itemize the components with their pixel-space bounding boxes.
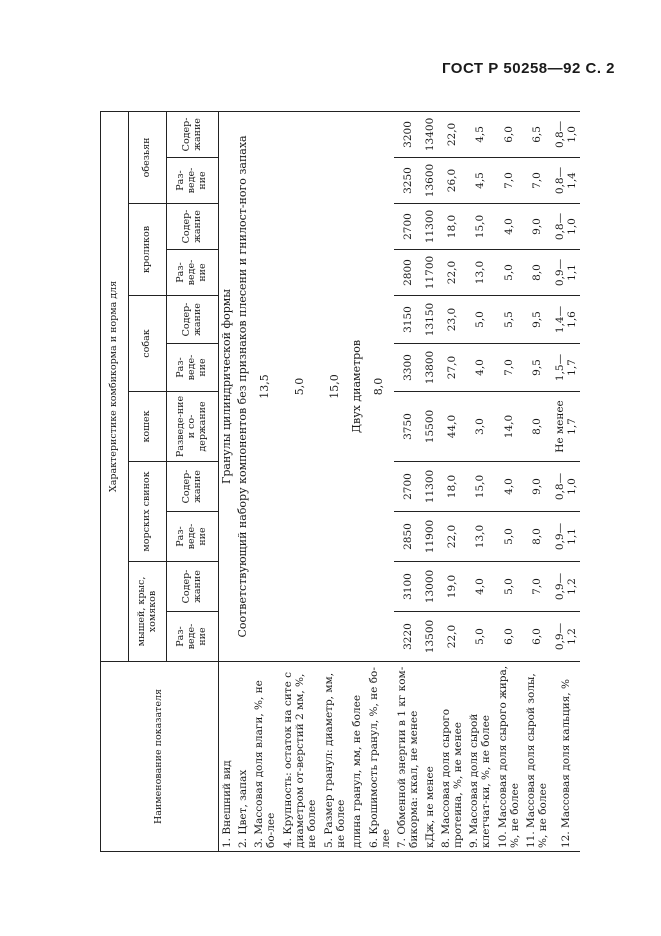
cell-value: 1,5—1,7: [551, 344, 580, 392]
cell-value: 11300: [422, 462, 437, 512]
cell-value: 3300: [394, 344, 422, 392]
cell-value: 13400: [422, 111, 437, 157]
cell-value: 2800: [394, 250, 422, 296]
cell-value: 2700: [394, 462, 422, 512]
animal-header: мышей, крыс, хомяков: [129, 562, 167, 662]
row-name: 7. Обменной энергии в 1 кг ком-бикорма: ккал, не менее: [394, 662, 422, 852]
row-span-value: Двух диаметров: [349, 111, 365, 661]
table-row: [523, 111, 551, 851]
cell-value: 23,0: [438, 296, 466, 344]
sub-header-content: Содер-жание: [167, 111, 219, 157]
animal-header: морских свинок: [129, 462, 167, 562]
cell-value: 26,0: [438, 158, 466, 204]
cell-value: 4,5: [466, 158, 494, 204]
cell-value: 13,0: [466, 512, 494, 562]
cell-value: 9,0: [523, 462, 551, 512]
cell-value: 7,0: [523, 562, 551, 612]
table-row: [321, 111, 349, 851]
cell-value: 5,0: [494, 250, 522, 296]
cell-value: 15500: [422, 392, 437, 462]
sub-header-dilution: Раз-веде-ние: [167, 250, 219, 296]
cell-value: 9,0: [523, 204, 551, 250]
row-span-value: 15,0: [321, 111, 349, 661]
col-name-header: Наименование показателя: [101, 662, 219, 852]
row-span-value: 13,5: [251, 111, 279, 661]
sub-header-dilution: Раз-веде-ние: [167, 158, 219, 204]
cell-value: 0,9—1,2: [551, 612, 580, 662]
cell-value: 6,0: [523, 612, 551, 662]
cell-value: 18,0: [438, 462, 466, 512]
col-group-header: Характеристике комбикорма и норма для: [101, 111, 129, 661]
table-row: [219, 111, 235, 851]
cell-value: 44,0: [438, 392, 466, 462]
cell-value: 11700: [422, 250, 437, 296]
row-span-value: 8,0: [365, 111, 393, 661]
animal-header: кроликов: [129, 204, 167, 296]
cell-value: 6,0: [494, 612, 522, 662]
cell-value: 3750: [394, 392, 422, 462]
cell-value: 15,0: [466, 462, 494, 512]
cell-value: 13150: [422, 296, 437, 344]
cell-value: 3250: [394, 158, 422, 204]
cell-value: 11300: [422, 204, 437, 250]
cell-value: 5,0: [494, 562, 522, 612]
sub-header-content: Содер-жание: [167, 204, 219, 250]
cell-value: 27,0: [438, 344, 466, 392]
table-row: [279, 111, 321, 851]
cell-value: 4,0: [466, 562, 494, 612]
cell-value: 22,0: [438, 512, 466, 562]
cell-value: 22,0: [438, 612, 466, 662]
cell-value: 5,5: [494, 296, 522, 344]
cell-value: 0,9—1,1: [551, 250, 580, 296]
cell-value: 15,0: [466, 204, 494, 250]
animal-header: обезьян: [129, 111, 167, 203]
animal-header: кошек: [129, 392, 167, 462]
row-name: 8. Массовая доля сырого протеина, %, не менее: [438, 662, 466, 852]
row-name: 5. Размер гранул: диаметр, мм, не более: [321, 662, 349, 852]
cell-value: 0,9—1,2: [551, 562, 580, 612]
cell-value: 2700: [394, 204, 422, 250]
cell-value: 5,0: [494, 512, 522, 562]
row-name: 11. Массовая доля сырой золы, %, не более: [523, 662, 551, 852]
cell-value: 3220: [394, 612, 422, 662]
cell-value: 3200: [394, 111, 422, 157]
sub-header-dilution: Раз-веде-ние: [167, 612, 219, 662]
cell-value: 1,4—1,6: [551, 296, 580, 344]
cell-value: 14,0: [494, 392, 522, 462]
cell-value: 4,0: [466, 344, 494, 392]
row-name: 1. Внешний вид: [219, 662, 235, 852]
table-row: [251, 111, 279, 851]
table-row: [349, 111, 365, 851]
cell-value: 7,0: [494, 158, 522, 204]
row-name: кДж, не менее: [422, 662, 437, 852]
sub-header-content: Содер-жание: [167, 562, 219, 612]
row-name: 3. Массовая доля влаги, %, не бо-лее: [251, 662, 279, 852]
animal-header: собак: [129, 296, 167, 392]
table-row: [365, 111, 393, 851]
row-span-value: Гранулы цилиндрической формы: [219, 111, 235, 661]
cell-value: 8,0: [523, 512, 551, 562]
row-name: 4. Крупность: остаток на сите с диаметром от-верстий 2 мм, %, не более: [279, 662, 321, 852]
row-span-value: 5,0: [279, 111, 321, 661]
cell-value: 3,0: [466, 392, 494, 462]
table-row: [422, 111, 437, 851]
cell-value: 22,0: [438, 111, 466, 157]
cell-value: 0,9—1,1: [551, 512, 580, 562]
row-name: длина гранул, мм, не более: [349, 662, 365, 852]
row-span-value: Соответствующий набору компонентов без признаков плесени и гнилост-ного запаха: [235, 111, 251, 661]
cell-value: Не менее 1,7: [551, 392, 580, 462]
table-row: [438, 111, 466, 851]
cell-value: 6,5: [523, 111, 551, 157]
rotated-table-wrapper: [100, 112, 580, 852]
sub-header-dilution: Раз-веде-ние: [167, 512, 219, 562]
cell-value: 2850: [394, 512, 422, 562]
cell-value: 4,5: [466, 111, 494, 157]
cell-value: 6,0: [494, 111, 522, 157]
cell-value: 9,5: [523, 344, 551, 392]
table-row: [394, 111, 422, 851]
cell-value: 13600: [422, 158, 437, 204]
table-row: [494, 111, 522, 851]
table-row: [551, 111, 580, 851]
table-body: [219, 111, 581, 851]
row-name: 10. Массовая доля сырого жира, %, не более: [494, 662, 522, 852]
cell-value: 19,0: [438, 562, 466, 612]
cell-value: 13500: [422, 612, 437, 662]
sub-header-dilution: Раз-веде-ние: [167, 344, 219, 392]
cell-value: 9,5: [523, 296, 551, 344]
row-name: 2. Цвет, запах: [235, 662, 251, 852]
feed-requirements-table: [100, 111, 580, 852]
cell-value: 13,0: [466, 250, 494, 296]
cell-value: 4,0: [494, 462, 522, 512]
cell-value: 18,0: [438, 204, 466, 250]
cell-value: 13800: [422, 344, 437, 392]
cell-value: 7,0: [523, 158, 551, 204]
cell-value: 13000: [422, 562, 437, 612]
table-row: [466, 111, 494, 851]
cell-value: 4,0: [494, 204, 522, 250]
cell-value: 3150: [394, 296, 422, 344]
table-row: [235, 111, 251, 851]
row-name: 9. Массовая доля сырой клетчат-ки, %, не более: [466, 662, 494, 852]
sub-header-content: Содер-жание: [167, 296, 219, 344]
cell-value: 0,8—1,0: [551, 462, 580, 512]
cell-value: 11900: [422, 512, 437, 562]
row-name: 12. Массовая доля кальция, %: [551, 662, 580, 852]
cell-value: 0,8—1,4: [551, 158, 580, 204]
cell-value: 8,0: [523, 250, 551, 296]
cell-value: 5,0: [466, 612, 494, 662]
row-name: 6. Крошимость гранул, %, не бо-лее: [365, 662, 393, 852]
sub-header-content: Содер-жание: [167, 462, 219, 512]
cell-value: 8,0: [523, 392, 551, 462]
cell-value: 0,8—1,0: [551, 111, 580, 157]
cell-value: 5,0: [466, 296, 494, 344]
cell-value: 22,0: [438, 250, 466, 296]
cell-value: 3100: [394, 562, 422, 612]
page-header: ГОСТ Р 50258—92 С. 2: [441, 60, 615, 77]
cell-value: 0,8—1,0: [551, 204, 580, 250]
cell-value: 7,0: [494, 344, 522, 392]
sub-header-combined: Разведе-ние и со-держание: [167, 392, 219, 462]
